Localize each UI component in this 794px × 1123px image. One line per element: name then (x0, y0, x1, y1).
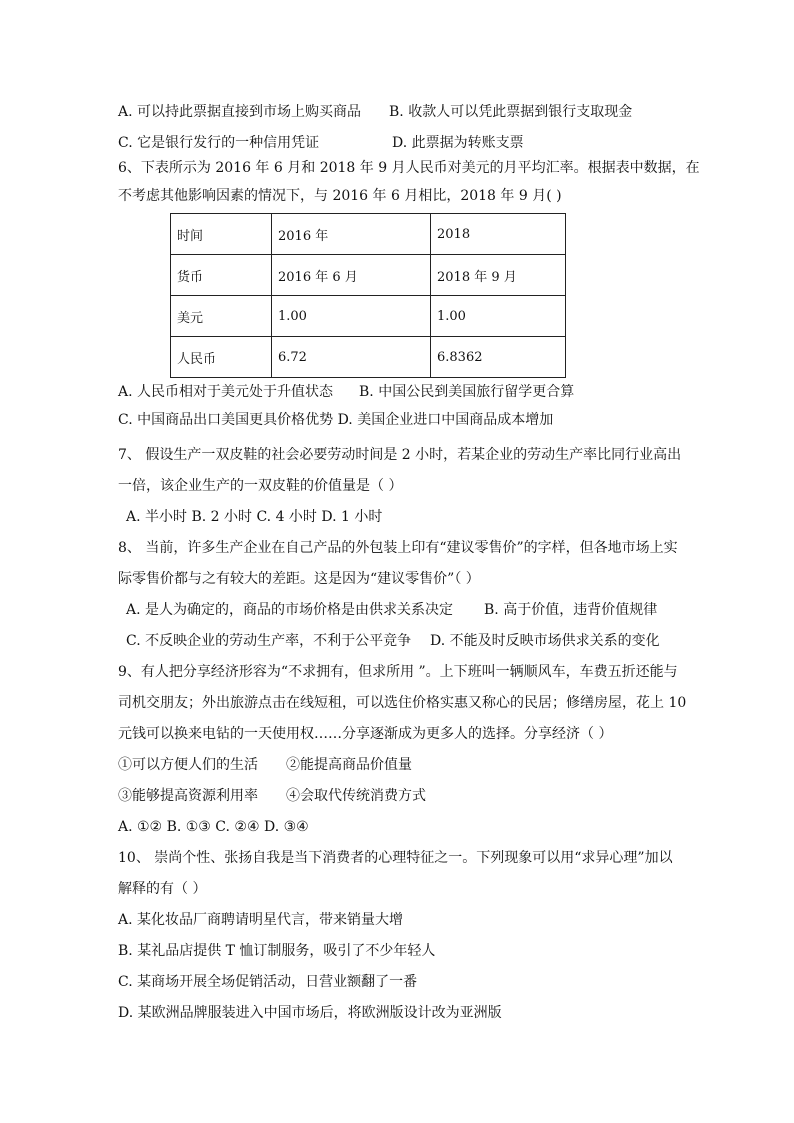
q7-stem-line2: 一倍，该企业生产的一双皮鞋的价值量是（ ） (118, 478, 403, 494)
q6-stem-line1: 6、下表所示为 2016 年 6 月和 2018 年 9 月人民币对美元的月平均汇率。根据表中数据，在 (118, 160, 700, 176)
q9-item-1: ①可以方便人们的生活 (118, 757, 258, 773)
table-cell: 1.00 (272, 296, 431, 337)
q6-options-row1 (118, 382, 574, 402)
table-cell: 6.8362 (431, 337, 566, 378)
q6-stem-line2: 不考虑其他影响因素的情况下，与 2016 年 6 月相比，2018 年 9 月( ) (118, 188, 562, 204)
table-cell: 2016 年 6 月 (272, 255, 431, 296)
q6-option-b: B. 中国公民到美国旅行留学更合算 (359, 384, 575, 400)
q9-stem-line1: 9、有人把分享经济形容为“不求拥有，但求所用 ”。上下班叫一辆顺风车，车费五折还能与 (118, 664, 678, 680)
table-row (171, 214, 566, 255)
table-row (171, 255, 566, 296)
q9-item-3: ③能够提高资源利用率 (118, 788, 258, 804)
q6-option-a: A. 人民币相对于美元处于升值状态 (118, 384, 334, 400)
q8-options-row2 (126, 631, 660, 651)
q10-option-a: A. 某化妆品厂商聘请明星代言，带来销量大增 (118, 912, 404, 928)
q8-stem-line2: 际零售价都与之有较大的差距。这是因为“建议零售价”（ ） (118, 571, 480, 587)
q10-option-b: B. 某礼品店提供 T 恤订制服务，吸引了不少年轻人 (118, 943, 436, 959)
q5-options-row1 (118, 102, 632, 122)
q5-options-row2 (118, 133, 524, 153)
q8-stem-line1: 8、 当前，许多生产企业在自己产品的外包装上印有“建议零售价”的字样，但各地市场上实 (118, 540, 678, 556)
q10-option-d: D. 某欧洲品牌服装进入中国市场后，将欧洲版设计改为亚洲版 (118, 1005, 502, 1021)
q5-option-c: C. 它是银行发行的一种信用凭证 (118, 135, 320, 151)
q9-stem-line2: 司机交朋友；外出旅游点击在线短租，可以选住价格实惠又称心的民居；修缮房屋，花上 10 (118, 695, 687, 711)
q5-option-d: D. 此票据为转账支票 (392, 135, 524, 151)
table-row (171, 296, 566, 337)
q9-items-row1 (118, 755, 412, 775)
q7-options: A. 半小时 B. 2 小时 C. 4 小时 D. 1 小时 (126, 509, 383, 525)
q9-item-4: ④会取代传统消费方式 (286, 788, 426, 804)
table-cell: 2016 年 (272, 214, 431, 255)
table-cell: 2018 年 9 月 (431, 255, 566, 296)
table-cell: 货币 (171, 255, 272, 296)
table-cell: 时间 (171, 214, 272, 255)
q8-option-b: B. 高于价值，违背价值规律 (484, 602, 658, 618)
table-cell: 6.72 (272, 337, 431, 378)
table-row (171, 337, 566, 378)
q10-stem-line2: 解释的有（ ） (118, 881, 207, 897)
q9-items-row2 (118, 786, 426, 806)
table-cell: 2018 (431, 214, 566, 255)
table-cell: 美元 (171, 296, 272, 337)
q8-options-row1 (126, 600, 657, 620)
q10-option-c: C. 某商场开展全场促销活动，日营业额翻了一番 (118, 974, 418, 990)
q5-option-b: B. 收款人可以凭此票据到银行支取现金 (389, 104, 633, 120)
exchange-rate-table (170, 213, 566, 378)
q9-item-2: ②能提高商品价值量 (286, 757, 412, 773)
q6-options-row2: C. 中国商品出口美国更具价格优势 D. 美国企业进口中国商品成本增加 (118, 412, 554, 428)
q8-option-d: D. 不能及时反映市场供求关系的变化 (430, 633, 660, 649)
q8-option-a: A. 是人为确定的，商品的市场价格是由供求关系决定 (126, 602, 454, 618)
table-cell: 1.00 (431, 296, 566, 337)
q7-stem-line1: 7、 假设生产一双皮鞋的社会必要劳动时间是 2 小时，若某企业的劳动生产率比同行业高出 (118, 447, 682, 463)
q10-stem-line1: 10、 崇尚个性、张扬自我是当下消费者的心理特征之一。下列现象可以用“求异心理”加以 (118, 850, 673, 866)
q8-option-c: C. 不反映企业的劳动生产率，不利于公平竞争 (126, 633, 412, 649)
table-cell: 人民币 (171, 337, 272, 378)
q9-stem-line3: 元钱可以换来电钻的一天使用权……分享逐渐成为更多人的选择。分享经济（ ） (118, 726, 613, 742)
q5-option-a: A. 可以持此票据直接到市场上购买商品 (118, 104, 362, 120)
q9-options: A. ①② B. ①③ C. ②④ D. ③④ (118, 819, 309, 835)
